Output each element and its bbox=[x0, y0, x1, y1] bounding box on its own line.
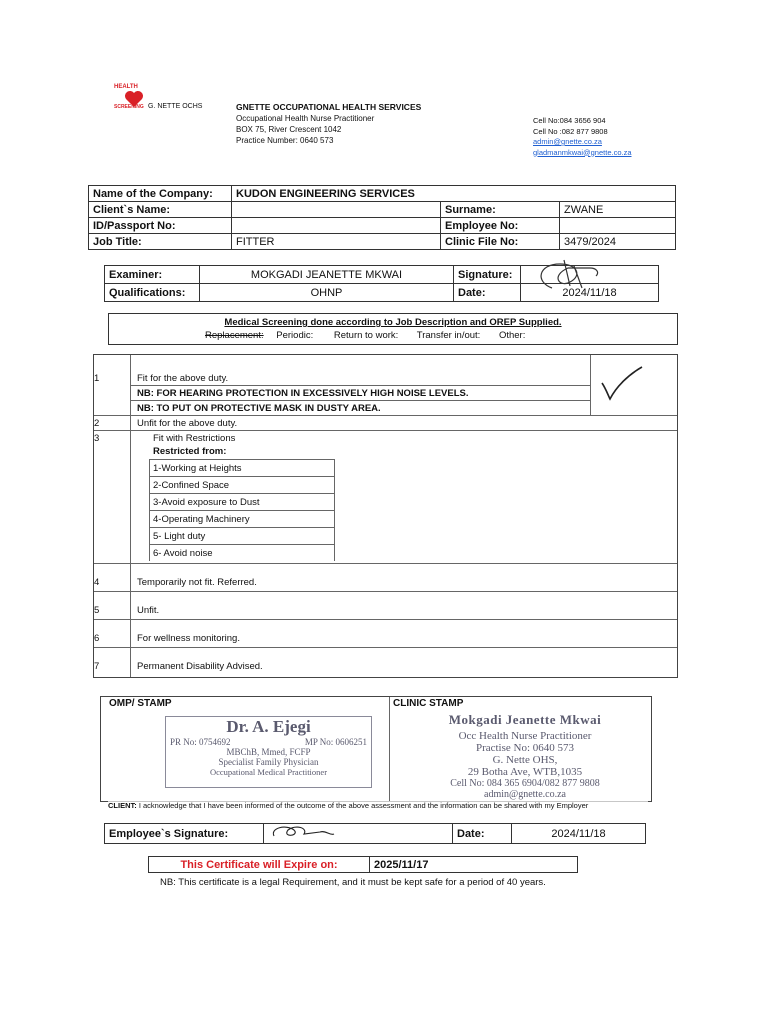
employee-signature-label: Employee`s Signature: bbox=[105, 824, 264, 844]
consent-date-label: Date: bbox=[453, 824, 512, 844]
clinic-stamp bbox=[400, 712, 650, 800]
employee-signature bbox=[268, 824, 338, 840]
omp-name: Dr. A. Ejegi bbox=[226, 717, 311, 736]
restrictions-text: Fit with Restrictions bbox=[153, 433, 236, 444]
restriction-item: 1-Working at Heights bbox=[153, 463, 242, 474]
restriction-item: 3-Avoid exposure to Dust bbox=[153, 497, 260, 508]
option-periodic: Periodic: bbox=[276, 330, 314, 341]
clinic-stamp-title: Occ Health Nurse Practitioner bbox=[458, 730, 592, 742]
org-block bbox=[236, 102, 421, 146]
logo-top-text: HEALTH bbox=[114, 84, 138, 90]
clinic-file-label: Clinic File No: bbox=[441, 234, 560, 250]
option-other: Other: bbox=[498, 330, 526, 341]
screening-title: Medical Screening done according to Job Description and OREP Supplied. bbox=[224, 317, 562, 328]
screening-box bbox=[108, 313, 678, 345]
omp-degree: MBChB, Mmed, FCFP bbox=[226, 747, 311, 757]
employee-signature-table bbox=[104, 823, 646, 844]
checkmark-icon bbox=[600, 365, 644, 405]
logo-bottom-text: SCREENING bbox=[114, 104, 144, 110]
examiner-label: Examiner: bbox=[105, 266, 200, 284]
qualifications-label: Qualifications: bbox=[105, 284, 200, 302]
row-number: 7 bbox=[94, 661, 100, 672]
qualifications-value: OHNP bbox=[200, 284, 454, 302]
screening-options bbox=[205, 330, 525, 341]
restriction-item: 6- Avoid noise bbox=[153, 548, 213, 559]
option-return: Return to work: bbox=[333, 330, 399, 341]
clinic-stamp-email: admin@gnette.co.za bbox=[484, 789, 566, 800]
signature-label: Signature: bbox=[454, 266, 521, 284]
job-title-value: FITTER bbox=[232, 234, 441, 250]
restricted-from: Restricted from: bbox=[153, 446, 227, 457]
company-label: Name of the Company: bbox=[89, 186, 232, 202]
date-label: Date: bbox=[454, 284, 521, 302]
option-replacement: Replacement: bbox=[205, 330, 264, 341]
expiry-table bbox=[148, 856, 578, 873]
client-table bbox=[88, 185, 676, 250]
client-name-label: Client`s Name: bbox=[89, 202, 232, 218]
examiner-value: MOKGADI JEANETTE MKWAI bbox=[200, 266, 454, 284]
employee-signature-value bbox=[264, 824, 453, 844]
job-title-label: Job Title: bbox=[89, 234, 232, 250]
consent-text bbox=[108, 801, 648, 810]
row-number: 1 bbox=[94, 373, 100, 384]
org-line: Occupational Health Nurse Practitioner bbox=[236, 114, 375, 123]
omp-stamp-label: OMP/ STAMP bbox=[109, 698, 172, 709]
restriction-item: 2-Confined Space bbox=[153, 480, 230, 491]
row-number: 6 bbox=[94, 633, 100, 644]
employee-no-value bbox=[560, 218, 676, 234]
omp-occupation: Occupational Medical Practitioner bbox=[209, 767, 328, 777]
fit-text: Fit for the above duty. bbox=[137, 373, 229, 384]
email-link[interactable]: gladmanmkwai@gnette.co.za bbox=[533, 147, 632, 157]
restriction-item: 5- Light duty bbox=[153, 531, 206, 542]
email-link[interactable]: admin@gnette.co.za bbox=[533, 137, 602, 146]
clinic-stamp-org: G. Nette OHS, bbox=[492, 754, 558, 766]
restriction-item: 4-Operating Machinery bbox=[153, 514, 250, 525]
contact-block bbox=[533, 116, 632, 158]
logo bbox=[110, 80, 220, 120]
cell-number: Cell No :082 877 9808 bbox=[533, 126, 608, 136]
legal-note: NB: This certificate is a legal Requirement, and it must be kept safe for a period of 40 years. bbox=[160, 877, 546, 888]
employee-no-label: Employee No: bbox=[441, 218, 560, 234]
row-number: 5 bbox=[94, 605, 100, 616]
unfit-text: Unfit. bbox=[137, 605, 160, 616]
omp-stamp bbox=[165, 716, 372, 788]
unfit-above-text: Unfit for the above duty. bbox=[137, 418, 238, 429]
omp-numbers bbox=[166, 737, 371, 747]
client-label: CLIENT: bbox=[108, 801, 137, 810]
consent-statement: I acknowledge that I have been informed of the outcome of the above assessment and the information can be shared with my Employer bbox=[138, 801, 589, 810]
consent-date-value: 2024/11/18 bbox=[512, 824, 646, 844]
row-number: 2 bbox=[94, 418, 100, 429]
disability-text: Permanent Disability Advised. bbox=[137, 661, 263, 672]
option-transfer: Transfer in/out: bbox=[416, 330, 481, 341]
wellness-text: For wellness monitoring. bbox=[137, 633, 240, 644]
nb-mask: NB: TO PUT ON PROTECTIVE MASK IN DUSTY AREA. bbox=[137, 403, 381, 414]
expiry-label: This Certificate will Expire on: bbox=[149, 857, 370, 873]
date-value: 2024/11/18 bbox=[521, 284, 659, 302]
omp-pr: PR No: 0754692 bbox=[170, 737, 231, 747]
nb-hearing: NB: FOR HEARING PROTECTION IN EXCESSIVELY HIGH NOISE LEVELS. bbox=[137, 388, 469, 399]
omp-specialty: Specialist Family Physician bbox=[218, 757, 319, 767]
certificate-box bbox=[93, 354, 678, 678]
cell-number: Cell No:084 3656 904 bbox=[533, 116, 606, 125]
clinic-stamp-label: CLINIC STAMP bbox=[393, 698, 464, 709]
logo-name: G. NETTE OCHS bbox=[148, 103, 203, 110]
expiry-value: 2025/11/17 bbox=[370, 857, 578, 873]
clinic-stamp-address: 29 Botha Ave, WTB,1035 bbox=[467, 766, 583, 778]
omp-mp: MP No: 0606251 bbox=[304, 737, 367, 747]
id-label: ID/Passport No: bbox=[89, 218, 232, 234]
clinic-stamp-cell: Cell No: 084 365 6904/082 877 9808 bbox=[450, 778, 600, 789]
clinic-stamp-name: Mokgadi Jeanette Mkwai bbox=[448, 712, 602, 727]
company-value: KUDON ENGINEERING SERVICES bbox=[232, 186, 676, 202]
row-number: 4 bbox=[94, 577, 100, 588]
row-number: 3 bbox=[94, 433, 100, 444]
client-name-value bbox=[232, 202, 441, 218]
org-name: GNETTE OCCUPATIONAL HEALTH SERVICES bbox=[236, 102, 422, 112]
surname-label: Surname: bbox=[441, 202, 560, 218]
org-line: BOX 75, River Crescent 1042 bbox=[236, 125, 342, 134]
temp-unfit-text: Temporarily not fit. Referred. bbox=[137, 577, 257, 588]
clinic-file-value: 3479/2024 bbox=[560, 234, 676, 250]
examiner-signature bbox=[530, 258, 610, 296]
id-value bbox=[232, 218, 441, 234]
clinic-stamp-practise: Practise No: 0640 573 bbox=[475, 742, 575, 754]
org-line: Practice Number: 0640 573 bbox=[236, 136, 334, 145]
surname-value: ZWANE bbox=[560, 202, 676, 218]
